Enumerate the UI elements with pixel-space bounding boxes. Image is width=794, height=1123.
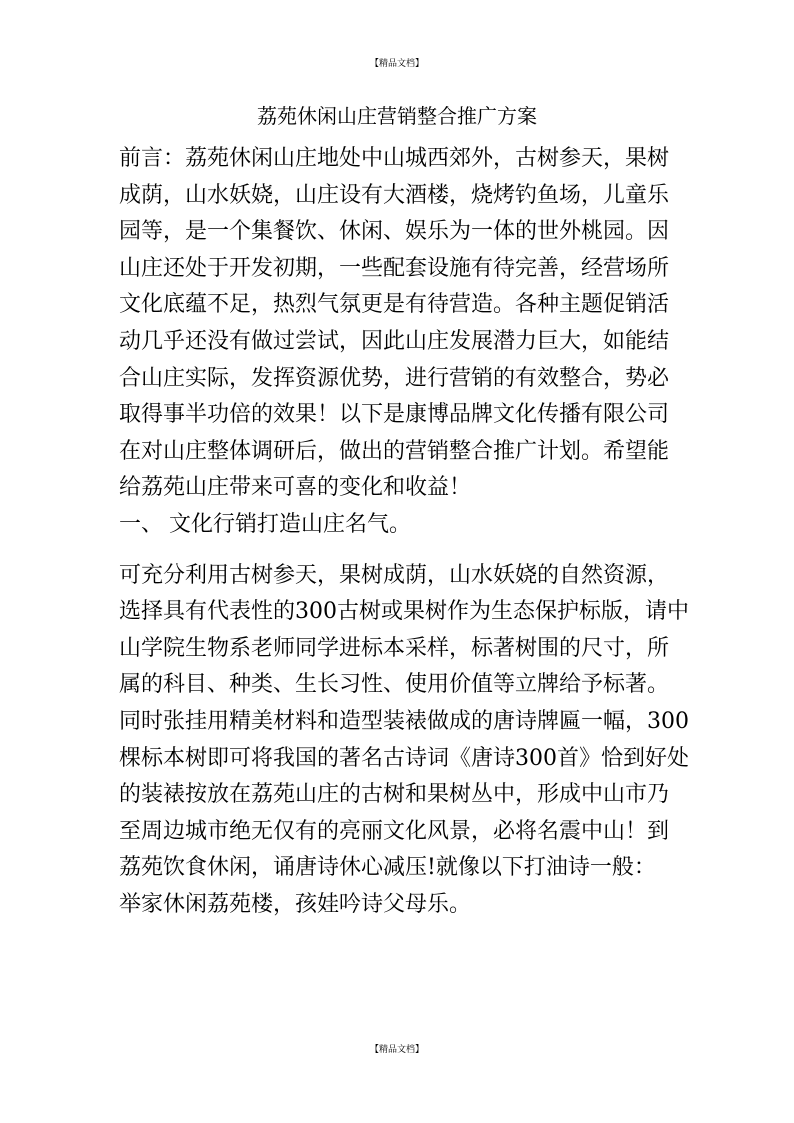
section-line: 山学院生物系老师同学进标本采样，标著树围的尺寸，所 <box>119 635 670 661</box>
section-heading <box>119 507 679 544</box>
preface-line: 动几乎还没有做过尝试，因此山庄发展潜力巨大，如能结 <box>119 328 670 354</box>
preface-line: 园等，是一个集餐饮、休闲、娱乐为一体的世外桃园。因 <box>119 219 670 245</box>
section-line: 举家休闲荔苑楼，孩娃吟诗父母乐。 <box>119 891 472 917</box>
page-header: 【精品文档】 <box>369 59 424 69</box>
preface-paragraph <box>119 141 679 507</box>
section-line: 棵标本树即可将我国的著名古诗词《唐诗300首》恰到好处 <box>119 745 689 771</box>
preface-line: 在对山庄整体调研后，做出的营销整合推广计划。希望能 <box>119 438 670 464</box>
preface-line: 文化底蕴不足，热烈气氛更是有待营造。各种主题促销活 <box>119 292 670 318</box>
preface-line: 山庄还处于开发初期，一些配套设施有待完善，经营场所 <box>119 255 670 281</box>
section-paragraph <box>119 558 689 924</box>
section-line: 选择具有代表性的300古树或果树作为生态保护标版，请中 <box>119 599 689 625</box>
section-heading-text: 文化行销打造山庄名气。 <box>169 511 412 537</box>
document-body <box>119 141 689 923</box>
section-line: 荔苑饮食休闲，诵唐诗休心减压!就像以下打油诗一般： <box>119 855 656 881</box>
preface-line: 取得事半功倍的效果！以下是康博品牌文化传播有限公司 <box>119 402 670 428</box>
preface-line: 给荔苑山庄带来可喜的变化和收益！ <box>119 475 472 501</box>
section-line: 可充分利用古树参天，果树成荫，山水妖娆的自然资源， <box>119 562 670 588</box>
section-line: 属的科目、种类、生长习性、使用价值等立牌给予标著。 <box>119 672 670 698</box>
preface-line: 成荫，山水妖娆，山庄设有大酒楼，烧烤钓鱼场，儿童乐 <box>119 182 670 208</box>
preface-line: 前言：荔苑休闲山庄地处中山城西郊外，古树参天，果树 <box>119 146 670 171</box>
section-line: 的装裱按放在荔苑山庄的古树和果树丛中，形成中山市乃 <box>119 782 670 808</box>
page-footer: 【精品文档】 <box>369 1045 424 1055</box>
document-title: 荔苑休闲山庄营销整合推广方案 <box>257 104 537 128</box>
section-number: 一、 <box>119 511 164 537</box>
section-line: 同时张挂用精美材料和造型装裱做成的唐诗牌匾一幅，300 <box>119 708 689 734</box>
section-line: 至周边城市绝无仅有的亮丽文化风景，必将名震中山！到 <box>119 818 670 844</box>
preface-line: 合山庄实际，发挥资源优势，进行营销的有效整合，势必 <box>119 365 670 391</box>
